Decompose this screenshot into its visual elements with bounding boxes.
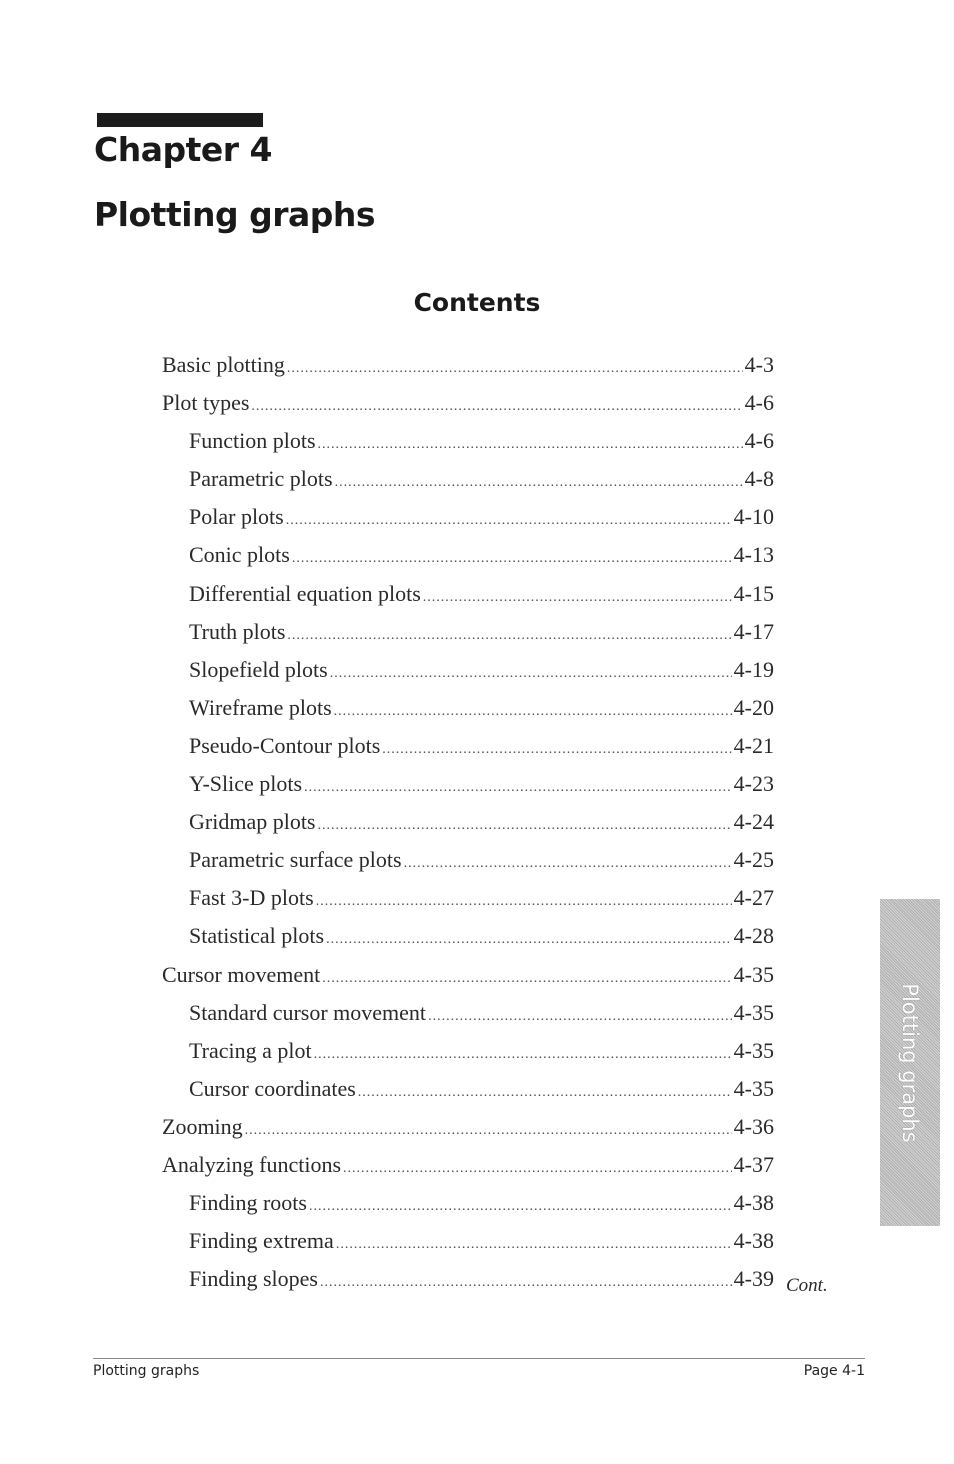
toc-dot-leader — [251, 399, 742, 415]
toc-dot-leader — [245, 1123, 732, 1139]
toc-entry — [162, 466, 774, 504]
toc-entry — [162, 809, 774, 847]
toc-entry — [162, 581, 774, 619]
toc-entry — [162, 885, 774, 923]
toc-entry — [162, 504, 774, 542]
toc-entry-title: Pseudo-Contour plots — [189, 732, 381, 758]
toc-entry-page: 4-38 — [733, 1228, 774, 1254]
toc-entry-page: 4-25 — [733, 847, 774, 873]
toc-dot-leader — [336, 1237, 732, 1253]
footer-page-number: Page 4-1 — [803, 1363, 865, 1379]
toc-entry-page: 4-24 — [733, 809, 774, 835]
toc-entry-title: Truth plots — [189, 618, 286, 644]
toc-entry-page: 4-23 — [733, 771, 774, 797]
continued-note: Cont. — [786, 1275, 828, 1296]
toc-dot-leader — [428, 1009, 732, 1025]
toc-dot-leader — [320, 1275, 732, 1291]
footer-section-title: Plotting graphs — [93, 1363, 200, 1379]
toc-entry — [162, 695, 774, 733]
toc-entry-title: Parametric plots — [189, 466, 333, 492]
side-tab-label: Plotting graphs — [898, 982, 922, 1143]
toc-dot-leader — [404, 856, 732, 872]
toc-entry-title: Wireframe plots — [189, 694, 332, 720]
toc-entry — [162, 1038, 774, 1076]
toc-entry — [162, 1228, 774, 1266]
toc-entry-title: Zooming — [162, 1113, 243, 1139]
toc-entry-title: Parametric surface plots — [189, 847, 402, 873]
contents-heading: Contents — [413, 288, 541, 317]
toc-entry — [162, 390, 774, 428]
toc-dot-leader — [287, 628, 731, 644]
toc-dot-leader — [286, 513, 732, 529]
toc-entry-title: Polar plots — [189, 504, 284, 530]
toc-entry-page: 4-17 — [733, 618, 774, 644]
toc-entry — [162, 962, 774, 1000]
toc-dot-leader — [304, 780, 732, 796]
side-tab — [880, 899, 940, 1226]
toc-entry — [162, 352, 774, 390]
toc-entry — [162, 923, 774, 961]
toc-entry-page: 4-10 — [733, 504, 774, 530]
toc-entry-title: Finding extrema — [189, 1228, 334, 1254]
toc-entry-page: 4-6 — [744, 428, 774, 454]
toc-entry — [162, 619, 774, 657]
toc-dot-leader — [322, 971, 731, 987]
toc-entry-page: 4-15 — [733, 580, 774, 606]
toc-entry-page: 4-13 — [733, 542, 774, 568]
toc-entry-title: Standard cursor movement — [189, 999, 427, 1025]
toc-entry-page: 4-3 — [744, 352, 774, 377]
toc-entry-page: 4-27 — [733, 885, 774, 911]
toc-dot-leader — [287, 361, 743, 377]
toc-dot-leader — [318, 818, 732, 834]
toc-entry-page: 4-6 — [744, 390, 774, 416]
toc-entry-title: Function plots — [189, 428, 316, 454]
toc-dot-leader — [330, 666, 732, 682]
toc-entry — [162, 771, 774, 809]
toc-entry-title: Plot types — [162, 390, 250, 416]
toc-entry-title: Finding roots — [189, 1190, 307, 1216]
toc-entry-title: Conic plots — [189, 542, 290, 568]
toc-entry-page: 4-37 — [733, 1151, 774, 1177]
toc-entry-title: Finding slopes — [189, 1266, 318, 1292]
toc-entry-title: Gridmap plots — [189, 809, 316, 835]
toc-entry-title: Slopefield plots — [189, 656, 328, 682]
toc-dot-leader — [343, 1161, 732, 1177]
toc-entry-title: Analyzing functions — [162, 1151, 342, 1177]
toc-dot-leader — [318, 437, 743, 453]
toc-entry — [162, 733, 774, 771]
toc-entry — [162, 1000, 774, 1038]
toc-entry — [162, 1266, 774, 1304]
toc-entry-page: 4-38 — [733, 1190, 774, 1216]
toc-entry-page: 4-35 — [733, 961, 774, 987]
chapter-title: Plotting graphs — [94, 195, 376, 234]
toc-dot-leader — [358, 1085, 732, 1101]
toc-dot-leader — [314, 1047, 732, 1063]
toc-dot-leader — [316, 894, 732, 910]
toc-entry — [162, 1114, 774, 1152]
chapter-label: Chapter 4 — [94, 130, 272, 169]
toc-entry-title: Basic plotting — [162, 352, 285, 377]
toc-entry-page: 4-8 — [744, 466, 774, 492]
toc-entry-title: Tracing a plot — [189, 1037, 312, 1063]
toc-entry — [162, 542, 774, 580]
toc-entry-page: 4-35 — [733, 1037, 774, 1063]
toc-entry-page: 4-19 — [733, 656, 774, 682]
toc-dot-leader — [382, 742, 731, 758]
toc-entry — [162, 1076, 774, 1114]
toc-dot-leader — [423, 590, 732, 606]
toc-entry-page: 4-36 — [733, 1113, 774, 1139]
toc-entry — [162, 657, 774, 695]
toc-entry-title: Y-Slice plots — [189, 771, 303, 797]
table-of-contents — [162, 352, 774, 1304]
toc-entry-page: 4-20 — [733, 694, 774, 720]
toc-dot-leader — [326, 932, 732, 948]
toc-entry-title: Differential equation plots — [189, 580, 421, 606]
toc-entry — [162, 847, 774, 885]
footer-rule — [93, 1358, 865, 1359]
toc-dot-leader — [335, 475, 743, 491]
toc-entry-title: Cursor movement — [162, 961, 321, 987]
toc-entry-page: 4-21 — [733, 732, 774, 758]
toc-entry-title: Cursor coordinates — [189, 1075, 356, 1101]
toc-dot-leader — [309, 1199, 732, 1215]
toc-entry — [162, 1152, 774, 1190]
toc-entry — [162, 1190, 774, 1228]
toc-dot-leader — [334, 704, 732, 720]
toc-entry — [162, 428, 774, 466]
toc-dot-leader — [292, 551, 732, 567]
toc-entry-page: 4-35 — [733, 999, 774, 1025]
toc-entry-title: Statistical plots — [189, 923, 325, 949]
toc-entry-page: 4-28 — [733, 923, 774, 949]
toc-entry-page: 4-35 — [733, 1075, 774, 1101]
chapter-bar — [97, 113, 263, 127]
toc-entry-title: Fast 3-D plots — [189, 885, 314, 911]
toc-entry-page: 4-39 — [733, 1266, 774, 1292]
